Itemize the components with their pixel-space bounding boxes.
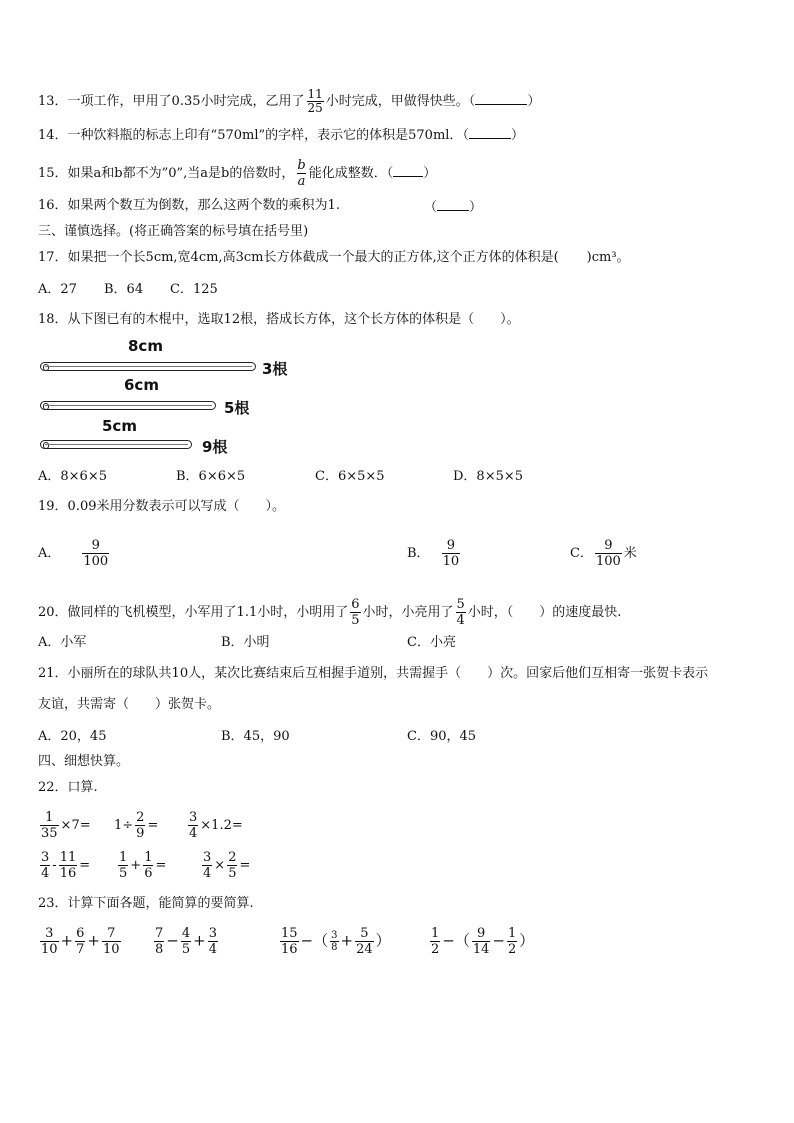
q22-item-4: $\frac{3}{4}$ - $\frac{11}{16}$ = — [41, 850, 91, 881]
q17-text: 17．如果把一个长5cm,宽4cm,高3cm长方体截成一个最大的正方体,这个正方体的体积是( — [38, 250, 559, 265]
rod-6cm-count: 5根 — [224, 399, 250, 417]
q17-option-b[interactable]: B．64 — [104, 282, 144, 297]
q14-text: 14．一种饮料瓶的标志上印有“570ml”的字样，表示它的体积是570ml． — [38, 128, 463, 143]
rod-8cm-label: 8cm — [128, 337, 163, 355]
question-17: 17．如果把一个长5cm,宽4cm,高3cm长方体截成一个最大的正方体,这个正方体的体积是( )cm³。 — [38, 250, 630, 265]
q13-answer-blank[interactable] — [475, 92, 527, 105]
question-20: 20．做同样的飞机模型，小军用了1.1小时，小明用了 $\frac{6}{5}$ 小时，小亮用了 $\frac{5}{4}$ 小时，（ ）的速度最快. — [38, 597, 622, 628]
q13-suffix: 小时完成，甲做得快些。 — [325, 94, 469, 109]
rod-8cm — [40, 362, 256, 371]
question-15: 15．如果a和b都不为”0”,当a是b的倍数时， $\frac{b}{a}$ 能化成整数．（ ） — [38, 158, 437, 189]
q16-answer: （ ） — [424, 200, 483, 215]
q21-option-a[interactable]: A．20，45 — [38, 729, 107, 744]
q16-answer-blank[interactable] — [437, 198, 469, 211]
question-19: 19．0.09米用分数表示可以写成（ ）。 — [38, 499, 285, 514]
q20-option-a[interactable]: A．小军 — [38, 635, 87, 650]
rod-6cm-label: 6cm — [124, 376, 159, 394]
q17-option-a[interactable]: A．27 — [38, 282, 77, 297]
question-18: 18．从下图已有的木棍中，选取12根，搭成长方体，这个长方体的体积是（ ）。 — [38, 312, 520, 327]
q19-option-b[interactable]: B． $\frac{9}{10}$ — [407, 538, 460, 569]
question-21-line-1: 21．小丽所在的球队共10人，某次比赛结束后互相握手道别，共需握手（ ）次。回家后他们互相寄一张贺卡表示 — [38, 666, 709, 681]
q19-c-fraction: $\frac{9}{100}$ — [595, 538, 621, 569]
q20-fraction-1: $\frac{6}{5}$ — [351, 597, 360, 628]
q18-option-c[interactable]: C．6×5×5 — [315, 469, 385, 484]
question-21-line-2: 友谊，共需寄（ ）张贺卡。 — [38, 697, 221, 712]
q15-fraction: $\frac{b}{a}$ — [297, 158, 306, 189]
question-22-title: 22．口算. — [38, 780, 98, 795]
q18-option-d[interactable]: D．8×5×5 — [453, 469, 524, 484]
rod-5cm-label: 5cm — [102, 417, 137, 435]
q19-option-a[interactable]: A． $\frac{9}{100}$ — [38, 538, 109, 569]
q15-prefix: 15．如果a和b都不为”0”,当a是b的倍数时， — [38, 166, 295, 181]
q13-fraction: $\frac{11}{25}$ — [307, 87, 323, 115]
rod-5cm-count: 9根 — [202, 438, 228, 456]
q18-option-a[interactable]: A．8×6×5 — [38, 469, 107, 484]
q20-option-c[interactable]: C．小亮 — [407, 635, 456, 650]
q15-suffix: 能化成整数． — [308, 166, 387, 181]
q17-option-c[interactable]: C．125 — [170, 282, 218, 297]
q23-expression-1: $\frac{3}{10}$ + $\frac{6}{7}$ + $\frac{7}{10}$ — [41, 926, 120, 957]
q23-expression-4: $\frac{1}{2}$ −（ $\frac{9}{14}$ − $\frac{1}{2}$ ） — [431, 926, 535, 957]
q19-b-fraction: $\frac{9}{10}$ — [442, 538, 460, 569]
question-13: 13．一项工作，甲用了0.35小时完成，乙用了 $\frac{11}{25}$ 小时完成，甲做得快些。（ ） — [38, 87, 541, 115]
q22-item-6: $\frac{3}{4}$ × $\frac{2}{5}$ = — [203, 850, 251, 881]
q19-option-c[interactable]: C． $\frac{9}{100}$ 米 — [570, 538, 637, 569]
rod-5cm — [40, 440, 192, 449]
q19-a-fraction: $\frac{9}{100}$ — [83, 538, 109, 569]
q15-answer-blank[interactable] — [393, 164, 423, 177]
q23-expression-3: $\frac{15}{16}$ −（ $\frac{3}{8}$ + $\frac{5}{24}$ ） — [281, 926, 391, 957]
rod-8cm-count: 3根 — [262, 360, 288, 378]
section-4-heading: 四、细想快算。 — [38, 754, 130, 769]
q22-item-3: $\frac{3}{4}$ ×1.2= — [189, 810, 243, 841]
q13-prefix: 13．一项工作，甲用了0.35小时完成，乙用了 — [38, 94, 305, 109]
q18-option-b[interactable]: B．6×6×5 — [176, 469, 246, 484]
q21-option-b[interactable]: B．45，90 — [221, 729, 290, 744]
q16-text: 16．如果两个数互为倒数，那么这两个数的乘积为1. — [38, 198, 340, 213]
q22-item-2: 1÷ $\frac{2}{9}$ = — [114, 810, 159, 841]
q22-item-5: $\frac{1}{5}$ + $\frac{1}{6}$ = — [119, 850, 167, 881]
rod-6cm — [40, 401, 216, 410]
question-23-title: 23．计算下面各题，能简算的要简算. — [38, 896, 254, 911]
q14-answer-blank[interactable] — [469, 126, 511, 139]
question-16 — [38, 198, 340, 214]
question-14: 14．一种饮料瓶的标志上印有“570ml”的字样，表示它的体积是570ml．（ ） — [38, 128, 524, 143]
q20-option-b[interactable]: B．小明 — [221, 635, 270, 650]
section-3-heading: 三、谨慎选择。(将正确答案的标号填在括号里) — [38, 224, 309, 239]
q22-item-1: $\frac{1}{35}$ ×7= — [41, 810, 91, 841]
q23-expression-2: $\frac{7}{8}$ − $\frac{4}{5}$ + $\frac{3}{4}$ — [155, 926, 217, 957]
q21-option-c[interactable]: C．90，45 — [407, 729, 477, 744]
q20-fraction-2: $\frac{5}{4}$ — [456, 597, 465, 628]
